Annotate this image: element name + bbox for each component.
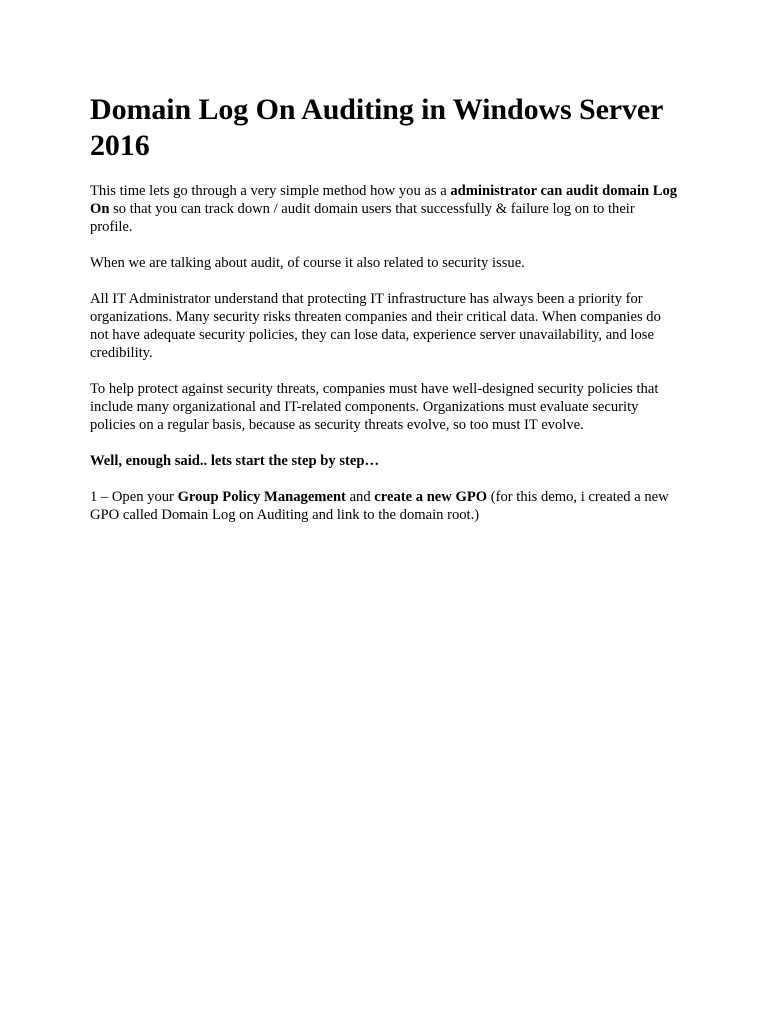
it-admin-paragraph: All IT Administrator understand that protecting IT infrastructure has always been a priority for organizations. Many security risks threaten companies and their critical data. When companies do not have adequate security policies, they can lose data, experience server unavailability, and lose credibility. — [90, 291, 661, 361]
step-1-bold-create-gpo: create a new GPO — [374, 489, 488, 505]
page-title: Domain Log On Auditing in Windows Server 2016 — [90, 93, 663, 162]
transition-bold-text: Well, enough said.. lets start the step by step… — [90, 453, 380, 469]
step-1-text-start: 1 – Open your — [90, 489, 178, 505]
step-1-text-end: (for this demo, i created a new GPO called Domain Log on Auditing and link to the domain root.) — [90, 489, 669, 523]
intro-text-end: so that you can track down / audit domain users that successfully & failure log on to their profile. — [90, 201, 635, 235]
article-body — [90, 92, 680, 542]
intro-text-start: This time lets go through a very simple method how you as a — [90, 183, 451, 199]
step-1-paragraph — [90, 488, 680, 524]
intro-paragraph — [90, 182, 680, 236]
audit-security-paragraph: When we are talking about audit, of course it also related to security issue. — [90, 255, 525, 271]
security-threats-paragraph: To help protect against security threats, companies must have well-designed security policies that include many organizational and IT-related components. Organizations must evaluate security policies on a regular basis, because as security threats evolve, so too must IT evolve. — [90, 381, 659, 433]
step-1-bold-gpm: Group Policy Management — [177, 489, 346, 505]
step-1-text-and: and — [345, 489, 375, 505]
transition-paragraph — [90, 452, 680, 470]
intro-bold-phrase: administrator can audit domain Log On — [90, 183, 678, 217]
